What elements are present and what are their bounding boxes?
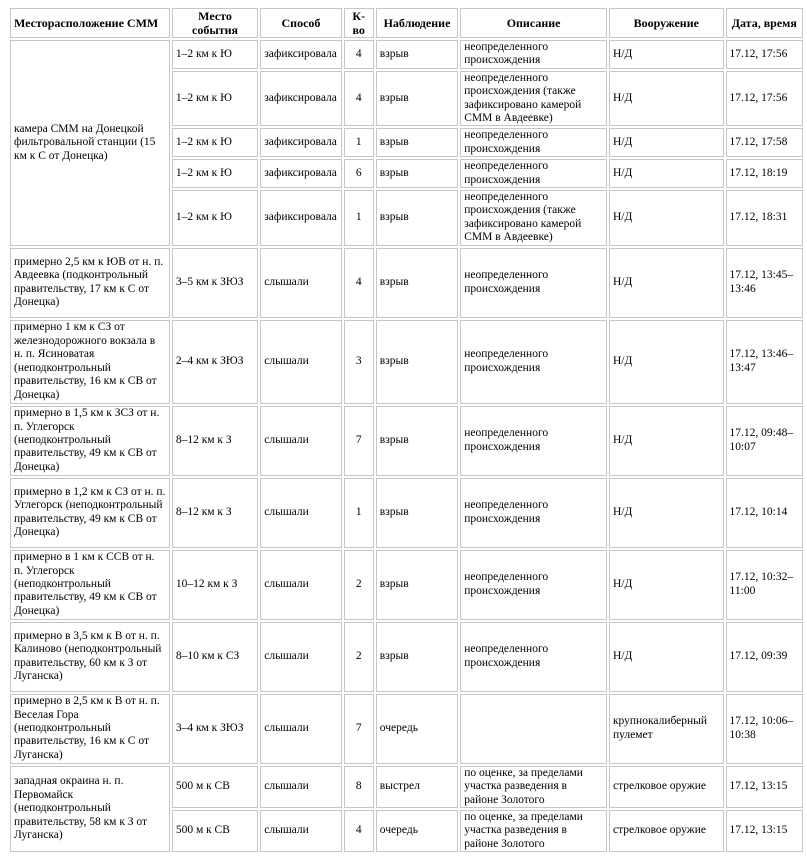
description-cell: неопределенного происхождения <box>460 622 607 692</box>
observation-cell: взрыв <box>376 40 458 69</box>
weapon-cell: Н/Д <box>609 478 724 548</box>
table-row <box>10 320 803 404</box>
datetime-cell: 17.12, 17:56 <box>726 40 803 69</box>
weapon-cell: Н/Д <box>609 248 724 318</box>
location-cell: примерно в 1 км к ССВ от н. п. Углегорск (неподконтрольный правительству, 49 км к СВ от Донецка) <box>10 550 170 620</box>
description-cell: неопределенного происхождения (также зафиксировано камерой СММ в Авдеевке) <box>460 190 607 246</box>
description-cell: неопределенного происхождения <box>460 128 607 157</box>
count-cell: 1 <box>344 128 374 157</box>
column-header-weapon: Вооружение <box>609 8 724 38</box>
location-cell: камера СММ на Донецкой фильтровальной станции (15 км к С от Донецка) <box>10 40 170 246</box>
datetime-cell: 17.12, 10:06–10:38 <box>726 694 803 764</box>
place-cell: 3–5 км к ЗЮЗ <box>172 248 258 318</box>
weapon-cell: Н/Д <box>609 406 724 476</box>
table-row <box>10 550 803 620</box>
place-cell: 500 м к СВ <box>172 810 258 852</box>
datetime-cell: 17.12, 17:58 <box>726 128 803 157</box>
place-cell: 1–2 км к Ю <box>172 190 258 246</box>
method-cell: слышали <box>260 694 341 764</box>
weapon-cell: Н/Д <box>609 71 724 127</box>
description-cell <box>460 694 607 764</box>
weapon-cell: Н/Д <box>609 40 724 69</box>
count-cell: 4 <box>344 71 374 127</box>
count-cell: 4 <box>344 248 374 318</box>
description-cell: неопределенного происхождения <box>460 248 607 318</box>
count-cell: 3 <box>344 320 374 404</box>
weapon-cell: стрелковое оружие <box>609 810 724 852</box>
weapon-cell: Н/Д <box>609 159 724 188</box>
method-cell: слышали <box>260 406 341 476</box>
count-cell: 2 <box>344 622 374 692</box>
observation-cell: очередь <box>376 694 458 764</box>
weapon-cell: крупнокалиберный пулемет <box>609 694 724 764</box>
description-cell: неопределенного происхождения <box>460 550 607 620</box>
method-cell: слышали <box>260 248 341 318</box>
method-cell: слышали <box>260 622 341 692</box>
place-cell: 1–2 км к Ю <box>172 40 258 69</box>
place-cell: 10–12 км к З <box>172 550 258 620</box>
location-cell: примерно в 1,2 км к СЗ от н. п. Углегорск (неподконтрольный правительству, 49 км к СВ от Донецка) <box>10 478 170 548</box>
weapon-cell: Н/Д <box>609 320 724 404</box>
observation-cell: взрыв <box>376 478 458 548</box>
header-row <box>10 8 803 38</box>
method-cell: зафиксировала <box>260 190 341 246</box>
method-cell: зафиксировала <box>260 128 341 157</box>
table-row <box>10 622 803 692</box>
datetime-cell: 17.12, 13:46–13:47 <box>726 320 803 404</box>
location-cell: примерно в 1,5 км к ЗСЗ от н. п. Углегорск (неподконтрольный правительству, 49 км к СВ от Донецка) <box>10 406 170 476</box>
observation-cell: взрыв <box>376 320 458 404</box>
column-header-description: Описание <box>460 8 607 38</box>
count-cell: 4 <box>344 40 374 69</box>
method-cell: слышали <box>260 320 341 404</box>
observation-cell: взрыв <box>376 550 458 620</box>
place-cell: 500 м к СВ <box>172 766 258 808</box>
count-cell: 8 <box>344 766 374 808</box>
description-cell: неопределенного происхождения <box>460 478 607 548</box>
location-cell: западная окраина н. п. Первомайск (неподконтрольный правительству, 58 км к З от Луганска) <box>10 766 170 852</box>
column-header-location: Месторасположение СММ <box>10 8 170 38</box>
location-cell: примерно в 3,5 км к В от н. п. Калиново (неподконтрольный правительству, 60 км к З от Луганска) <box>10 622 170 692</box>
place-cell: 8–12 км к З <box>172 478 258 548</box>
weapon-cell: стрелковое оружие <box>609 766 724 808</box>
column-header-place: Место события <box>172 8 258 38</box>
observation-cell: взрыв <box>376 159 458 188</box>
table-row <box>10 406 803 476</box>
count-cell: 1 <box>344 478 374 548</box>
column-header-method: Способ <box>260 8 341 38</box>
weapon-cell: Н/Д <box>609 550 724 620</box>
table-row <box>10 694 803 764</box>
datetime-cell: 17.12, 13:45–13:46 <box>726 248 803 318</box>
description-cell: неопределенного происхождения <box>460 40 607 69</box>
column-header-observation: Наблюдение <box>376 8 458 38</box>
incident-table <box>8 6 805 854</box>
description-cell: неопределенного происхождения <box>460 159 607 188</box>
place-cell: 8–10 км к СЗ <box>172 622 258 692</box>
observation-cell: взрыв <box>376 190 458 246</box>
weapon-cell: Н/Д <box>609 622 724 692</box>
description-cell: по оценке, за пределами участка разведения в районе Золотого <box>460 766 607 808</box>
observation-cell: взрыв <box>376 622 458 692</box>
count-cell: 7 <box>344 694 374 764</box>
method-cell: слышали <box>260 550 341 620</box>
count-cell: 1 <box>344 190 374 246</box>
table-row <box>10 248 803 318</box>
count-cell: 6 <box>344 159 374 188</box>
weapon-cell: Н/Д <box>609 128 724 157</box>
datetime-cell: 17.12, 13:15 <box>726 810 803 852</box>
location-cell: примерно 2,5 км к ЮВ от н. п. Авдеевка (подконтрольный правительству, 17 км к С от Донецка) <box>10 248 170 318</box>
location-cell: примерно 1 км к СЗ от железнодорожного вокзала в н. п. Ясиноватая (неподконтрольный правительству, 16 км к СВ от Донецка) <box>10 320 170 404</box>
place-cell: 2–4 км к ЗЮЗ <box>172 320 258 404</box>
table-row <box>10 766 803 808</box>
datetime-cell: 17.12, 17:56 <box>726 71 803 127</box>
table-body <box>10 40 803 852</box>
datetime-cell: 17.12, 13:15 <box>726 766 803 808</box>
table-row <box>10 40 803 69</box>
place-cell: 1–2 км к Ю <box>172 159 258 188</box>
observation-cell: очередь <box>376 810 458 852</box>
datetime-cell: 17.12, 09:48–10:07 <box>726 406 803 476</box>
description-cell: неопределенного происхождения <box>460 406 607 476</box>
count-cell: 4 <box>344 810 374 852</box>
observation-cell: взрыв <box>376 248 458 318</box>
table-header <box>10 8 803 38</box>
description-cell: неопределенного происхождения (также зафиксировано камерой СММ в Авдеевке) <box>460 71 607 127</box>
datetime-cell: 17.12, 10:14 <box>726 478 803 548</box>
datetime-cell: 17.12, 18:19 <box>726 159 803 188</box>
method-cell: слышали <box>260 478 341 548</box>
method-cell: слышали <box>260 766 341 808</box>
location-cell: примерно в 2,5 км к В от н. п. Веселая Гора (неподконтрольный правительству, 16 км к С от Луганска) <box>10 694 170 764</box>
observation-cell: взрыв <box>376 128 458 157</box>
method-cell: зафиксировала <box>260 159 341 188</box>
column-header-datetime: Дата, время <box>726 8 803 38</box>
datetime-cell: 17.12, 18:31 <box>726 190 803 246</box>
description-cell: по оценке, за пределами участка разведения в районе Золотого <box>460 810 607 852</box>
place-cell: 1–2 км к Ю <box>172 71 258 127</box>
method-cell: зафиксировала <box>260 71 341 127</box>
observation-cell: взрыв <box>376 406 458 476</box>
table-row <box>10 478 803 548</box>
weapon-cell: Н/Д <box>609 190 724 246</box>
count-cell: 2 <box>344 550 374 620</box>
place-cell: 3–4 км к ЗЮЗ <box>172 694 258 764</box>
place-cell: 8–12 км к З <box>172 406 258 476</box>
datetime-cell: 17.12, 10:32–11:00 <box>726 550 803 620</box>
column-header-count: К-во <box>344 8 374 38</box>
observation-cell: взрыв <box>376 71 458 127</box>
observation-cell: выстрел <box>376 766 458 808</box>
datetime-cell: 17.12, 09:39 <box>726 622 803 692</box>
method-cell: слышали <box>260 810 341 852</box>
method-cell: зафиксировала <box>260 40 341 69</box>
place-cell: 1–2 км к Ю <box>172 128 258 157</box>
description-cell: неопределенного происхождения <box>460 320 607 404</box>
count-cell: 7 <box>344 406 374 476</box>
